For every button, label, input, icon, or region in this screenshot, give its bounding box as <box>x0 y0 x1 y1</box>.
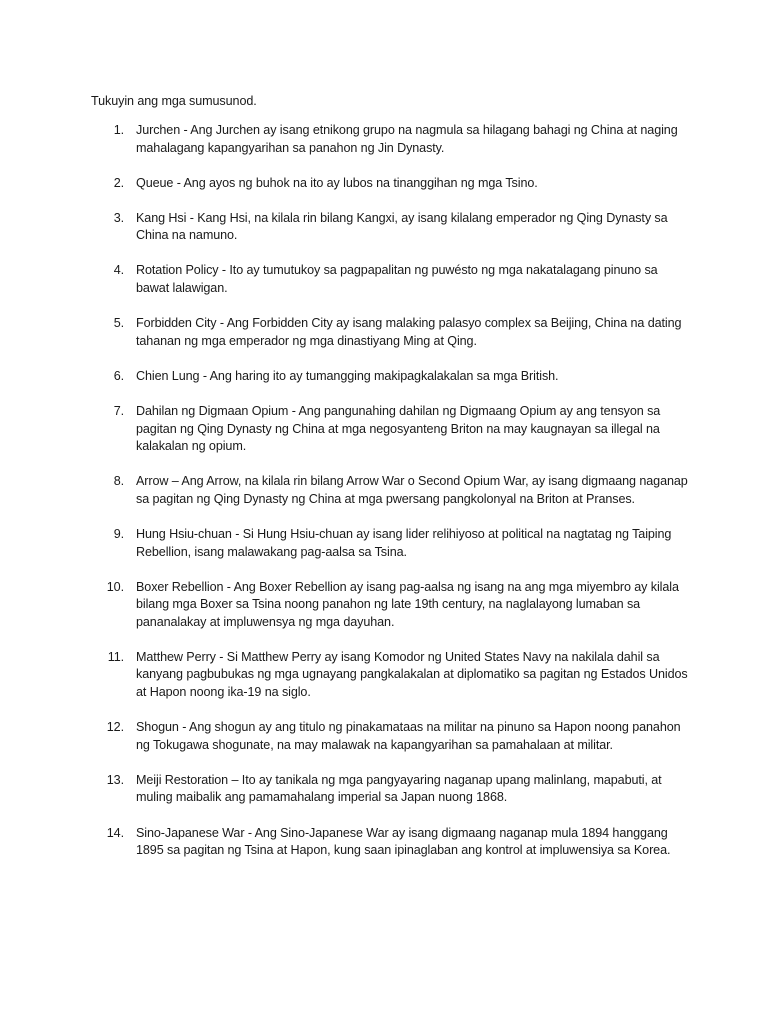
definitions-list <box>91 122 691 877</box>
item-text: Rotation Policy - Ito ay tumutukoy sa pagpapalitan ng puwésto ng mga nakatalagang pinuno sa bawat lalawigan. <box>136 263 658 296</box>
list-item <box>91 473 691 508</box>
item-text: Dahilan ng Digmaan Opium - Ang pangunahing dahilan ng Digmaang Opium ay ang tensyon sa pagitan ng Qing Dynasty ng China at mga negosyanteng Briton na may kaugnayan sa illegal na kalakalan ng opium. <box>136 403 661 454</box>
item-number: 6. <box>113 368 124 383</box>
item-text: Sino-Japanese War - Ang Sino-Japanese War ay isang digmaang naganap mula 1894 hanggang 1895 sa pagitan ng Tsina at Hapon, kung saan ipinaglaban ang kontrol at impluwensiya sa Korea. <box>136 825 671 858</box>
item-text: Forbidden City - Ang Forbidden City ay isang malaking palasyo complex sa Beijing, China na dating tahanan ng mga emperador ng mga dinastiyang Ming at Qing. <box>136 316 682 348</box>
item-number: 14. <box>106 825 124 840</box>
instructions-text: Tukuyin ang mga sumusunod. <box>91 94 257 108</box>
item-text: Shogun - Ang shogun ay ang titulo ng pinakamataas na militar na pinuno sa Hapon noong panahon ng Tokugawa shogunate, na may malawak na kapangyarihan sa pamahalaan at militar. <box>136 720 681 752</box>
item-text: Meiji Restoration – Ito ay tanikala ng mga pangyayaring naganap upang malinlang, mapabuti, at muling maibalik ang pamamahalang imperial sa Japan nuong 1868. <box>136 772 662 805</box>
list-item <box>91 579 691 632</box>
list-item <box>91 315 691 350</box>
item-number: 1. <box>113 123 124 137</box>
item-number: 12. <box>106 720 124 735</box>
list-item <box>91 649 691 702</box>
item-number: 2. <box>113 175 124 190</box>
item-number: 3. <box>113 210 124 225</box>
item-text: Jurchen - Ang Jurchen ay isang etnikong grupo na nagmula sa hilagang bahagi ng China at naging mahalagang kapangyarihan sa panahon ng Jin Dynasty. <box>136 123 678 155</box>
list-item <box>91 122 691 157</box>
item-text: Kang Hsi - Kang Hsi, na kilala rin bilang Kangxi, ay isang kilalang emperador ng Qing Dynasty sa China na namuno. <box>136 210 668 243</box>
item-text: Chien Lung - Ang haring ito ay tumangging makipagkalakalan sa mga British. <box>136 368 559 383</box>
item-text: Hung Hsiu-chuan - Si Hung Hsiu-chuan ay isang lider relihiyoso at political na nagtatag ng Taiping Rebellion, isang malawakang pag-aalsa sa Tsina. <box>136 526 672 559</box>
list-item <box>91 825 691 860</box>
list-item <box>91 526 691 561</box>
item-number: 10. <box>106 579 124 594</box>
item-text: Matthew Perry - Si Matthew Perry ay isang Komodor ng United States Navy na nakilala dahil sa kanyang pagbubukas ng mga ugnayang pangkalakalan at diplomatiko sa pagitan ng Estados Unidos at Hapon noong ika-19 na siglo. <box>136 649 688 700</box>
item-number: 9. <box>113 526 124 541</box>
item-number: 4. <box>113 263 124 278</box>
list-item <box>91 719 691 754</box>
list-item <box>91 403 691 456</box>
list-item <box>91 262 691 297</box>
item-number: 7. <box>113 403 124 418</box>
item-number: 11. <box>107 649 124 664</box>
item-number: 8. <box>113 474 124 489</box>
list-item <box>91 772 691 807</box>
list-item <box>91 368 691 386</box>
item-text: Boxer Rebellion - Ang Boxer Rebellion ay isang pag-aalsa ng isang na ang mga miyembro ay kilala bilang mga Boxer sa Tsina noong panahon ng late 19th century, na naglalayong lumaban sa pananalakay at impluwensya ng mga dayuhan. <box>136 579 679 629</box>
item-text: Arrow – Ang Arrow, na kilala rin bilang Arrow War o Second Opium War, ay isang digmaang naganap sa pagitan ng Qing Dynasty ng China at mga pwersang pangkolonyal na Briton at Pranses. <box>136 474 688 506</box>
item-number: 13. <box>106 772 124 787</box>
list-item <box>91 175 691 193</box>
item-text: Queue - Ang ayos ng buhok na ito ay lubos na tinanggihan ng mga Tsino. <box>136 175 538 190</box>
list-item <box>91 210 691 245</box>
item-number: 5. <box>113 316 124 331</box>
